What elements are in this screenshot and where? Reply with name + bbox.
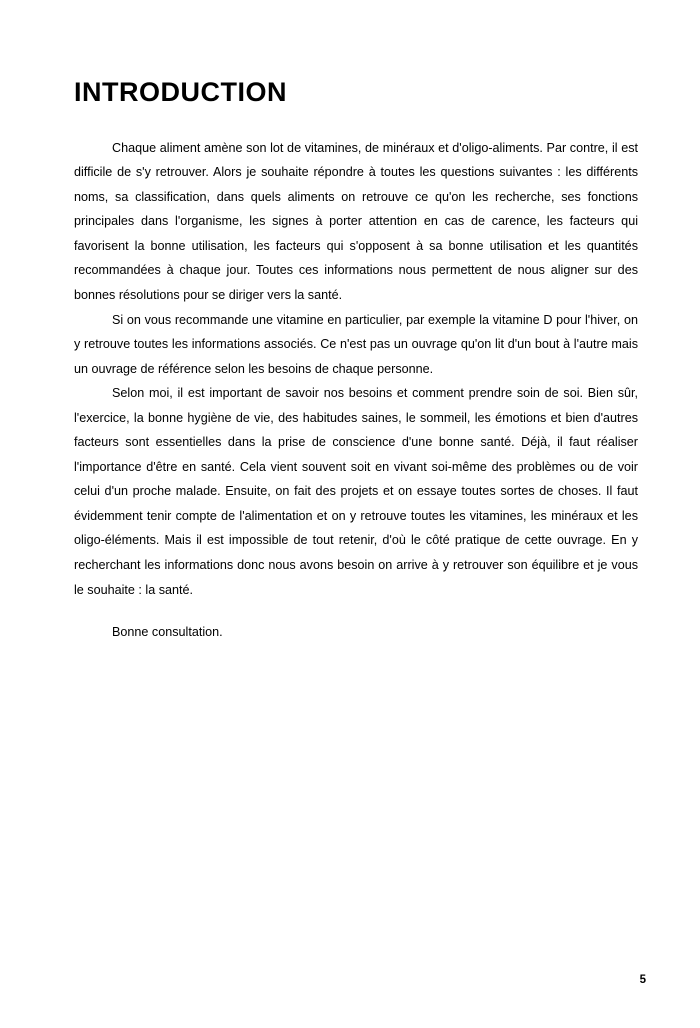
page-number: 5 — [639, 974, 646, 986]
closing-line: Bonne consultation. — [112, 625, 223, 640]
paragraph: Selon moi, il est important de savoir nos besoins et comment prendre soin de soi. Bien sûr, l'exercice, la bonne hygiène de vie, des habitudes saines, le sommeil, les émotions et bien d'autres facteurs sont essentielles dans la prise de conscience d'une bonne santé. Déjà, il faut réaliser l'importance d'être en santé. Cela vient souvent soit en vivant soi-même des problèmes ou de voir celui d'un proche malade. Ensuite, on fait des projets et on essaye toutes sortes de choses. Il faut évidemment tenir compte de l'alimentation et on y retrouve toutes les vitamines, les minéraux et les oligo-éléments. Mais il est impossible de tout retenir, d'où le côté pratique de cette ouvrage. En y recherchant les informations donc nous avons besoin on arrive à y retrouver son équilibre et je vous le souhaite : la santé. — [74, 386, 638, 597]
paragraph-spacer — [74, 602, 638, 620]
body-content — [74, 136, 638, 645]
paragraph: Si on vous recommande une vitamine en particulier, par exemple la vitamine D pour l'hiver, on y retrouve toutes les informations associés. Ce n'est pas un ouvrage qu'on lit d'un bout à l'autre mais un ouvrage de référence selon les besoins de chaque personne. — [74, 312, 638, 376]
page-title: INTRODUCTION — [74, 77, 287, 107]
paragraph: Chaque aliment amène son lot de vitamines, de minéraux et d'oligo-aliments. Par contre, il est difficile de s'y retrouver. Alors je souhaite répondre à toutes les questions suivantes : les différents noms, sa classification, dans quels aliments on retrouve ce qu'on les recherche, ses fonctions principales dans l'organisme, les signes à porter attention en cas de carence, les facteurs qui favorisent la bonne utilisation, les facteurs qui s'opposent à sa bonne utilisation et les quantités recommandées à chaque jour. Toutes ces informations nous permettent de nous aligner sur des bonnes résolutions pour se diriger vers la santé. — [74, 140, 638, 302]
